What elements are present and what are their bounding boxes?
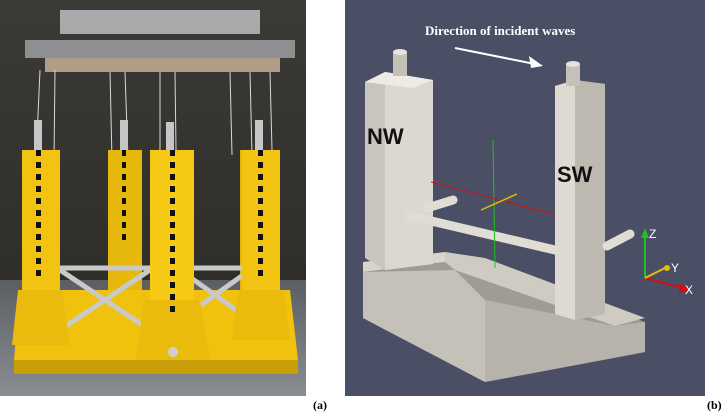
axis-z-label: Z xyxy=(649,227,657,241)
wave-direction-label: Direction of incident waves xyxy=(425,23,576,38)
model-photo xyxy=(0,0,306,396)
column-label-nw: NW xyxy=(367,124,404,149)
panel-b-caption: (b) xyxy=(707,398,722,412)
photo-panel xyxy=(0,0,306,396)
panel-a-caption: (a) xyxy=(313,398,327,412)
axis-x-label: X xyxy=(685,283,694,297)
column-label-sw: SW xyxy=(557,162,593,187)
axis-y-label: Y xyxy=(671,261,680,275)
model-render xyxy=(345,0,705,396)
render-panel xyxy=(345,0,705,396)
